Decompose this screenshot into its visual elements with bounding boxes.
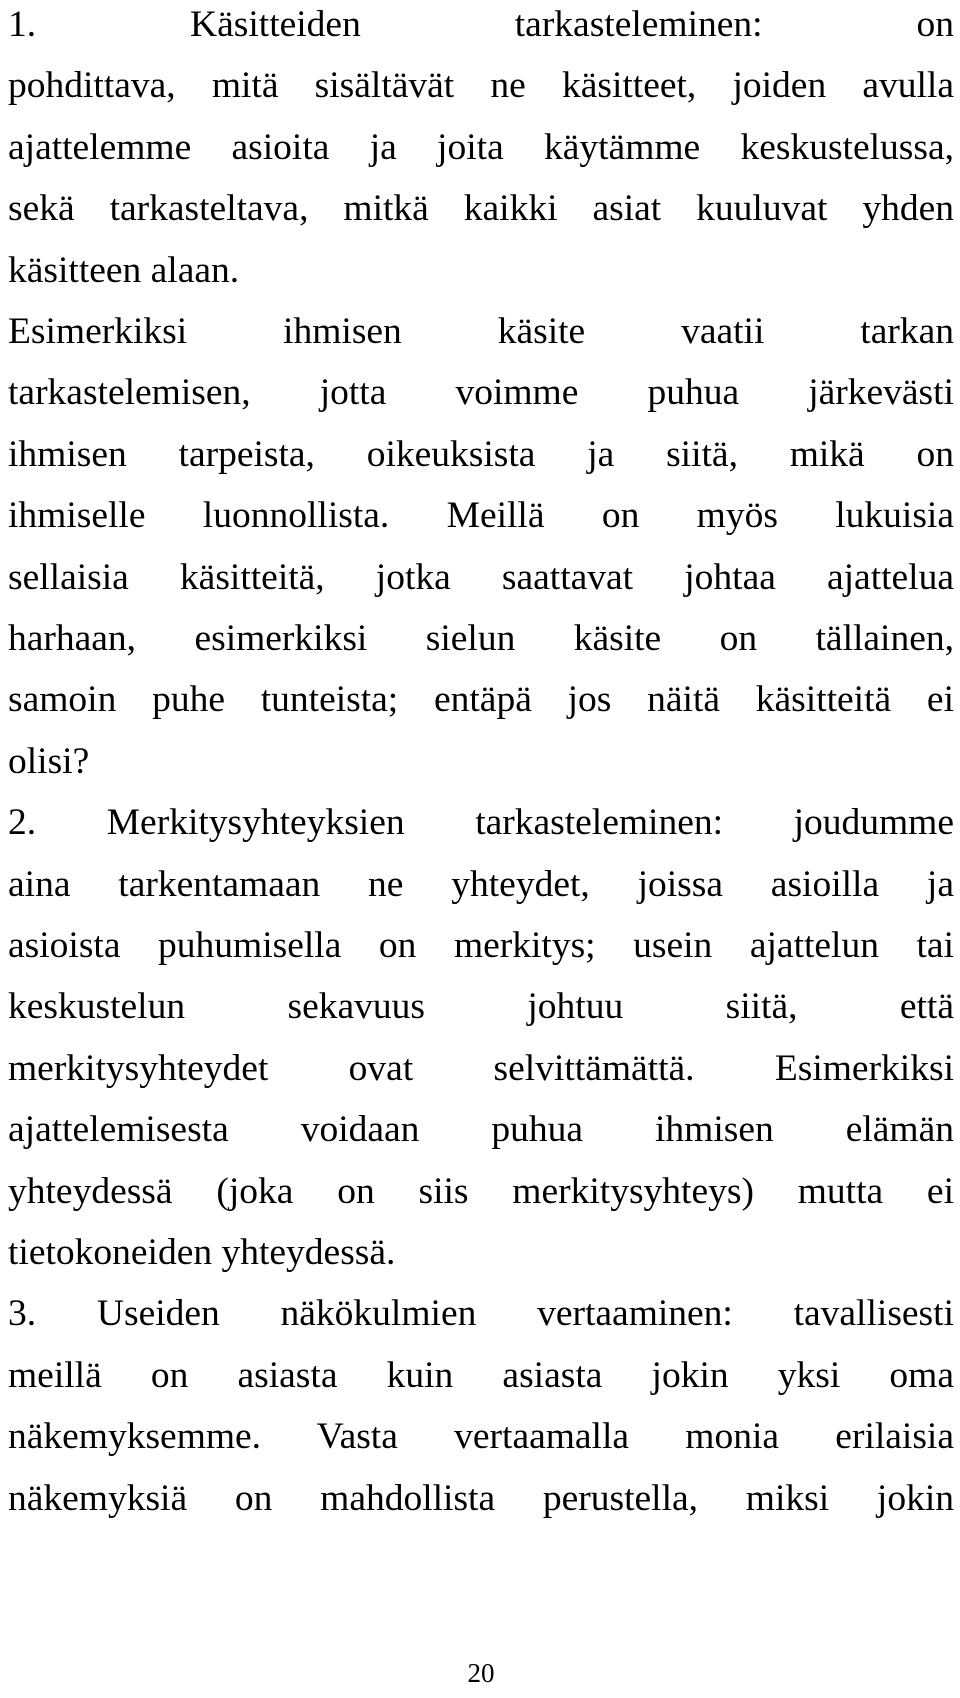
text-line: 2. Merkitysyhteyksien tarkasteleminen: joudumme [8, 802, 954, 844]
text-line: aina tarkentamaan ne yhteydet, joissa asioilla ja [8, 863, 954, 905]
text-line: asioista puhumisella on merkitys; usein ajattelun tai [8, 925, 954, 966]
text-line: meillä on asiasta kuin asiasta jokin yksi oma [8, 1354, 954, 1396]
text-line: ihmiselle luonnollista. Meillä on myös lukuisia [8, 495, 954, 537]
text-line: keskustelun sekavuus johtuu siitä, että [8, 986, 954, 1028]
text-line: harhaan, esimerkiksi sielun käsite on tällainen, [8, 618, 954, 659]
text-line: ajattelemme asioita ja joita käytämme keskustelussa, [8, 126, 954, 168]
text-line: 3. Useiden näkökulmien vertaaminen: tavallisesti [8, 1293, 954, 1335]
text-line: käsitteen alaan. [8, 249, 240, 291]
text-line: näkemyksemme. Vasta vertaamalla monia erilaisia [8, 1416, 954, 1458]
text-line: pohdittava, mitä sisältävät ne käsitteet, joiden avulla [8, 65, 954, 107]
text-line: olisi? [8, 740, 90, 782]
text-line: tietokoneiden yhteydessä. [8, 1232, 396, 1273]
text-line: sellaisia käsitteitä, jotka saattavat johtaa ajattelua [8, 556, 954, 598]
text-line: tarkastelemisen, jotta voimme puhua järkevästi [8, 372, 954, 414]
document-page [8, 0, 954, 1698]
text-line: näkemyksiä on mahdollista perustella, miksi jokin [8, 1477, 954, 1519]
text-line: samoin puhe tunteista; entäpä jos näitä käsitteitä ei [8, 679, 954, 721]
text-line: ajattelemisesta voidaan puhua ihmisen elämän [8, 1109, 954, 1151]
text-line: Esimerkiksi ihmisen käsite vaatii tarkan [8, 311, 954, 352]
text-line: ihmisen tarpeista, oikeuksista ja siitä, mikä on [8, 433, 954, 475]
text-line: yhteydessä (joka on siis merkitysyhteys) mutta ei [8, 1170, 954, 1212]
text-line: sekä tarkasteltava, mitkä kaikki asiat kuuluvat yhden [8, 188, 954, 230]
text-line: 1. Käsitteiden tarkasteleminen: on [8, 4, 954, 45]
text-line: merkitysyhteydet ovat selvittämättä. Esimerkiksi [8, 1047, 954, 1089]
page-number: 20 [467, 1658, 495, 1688]
